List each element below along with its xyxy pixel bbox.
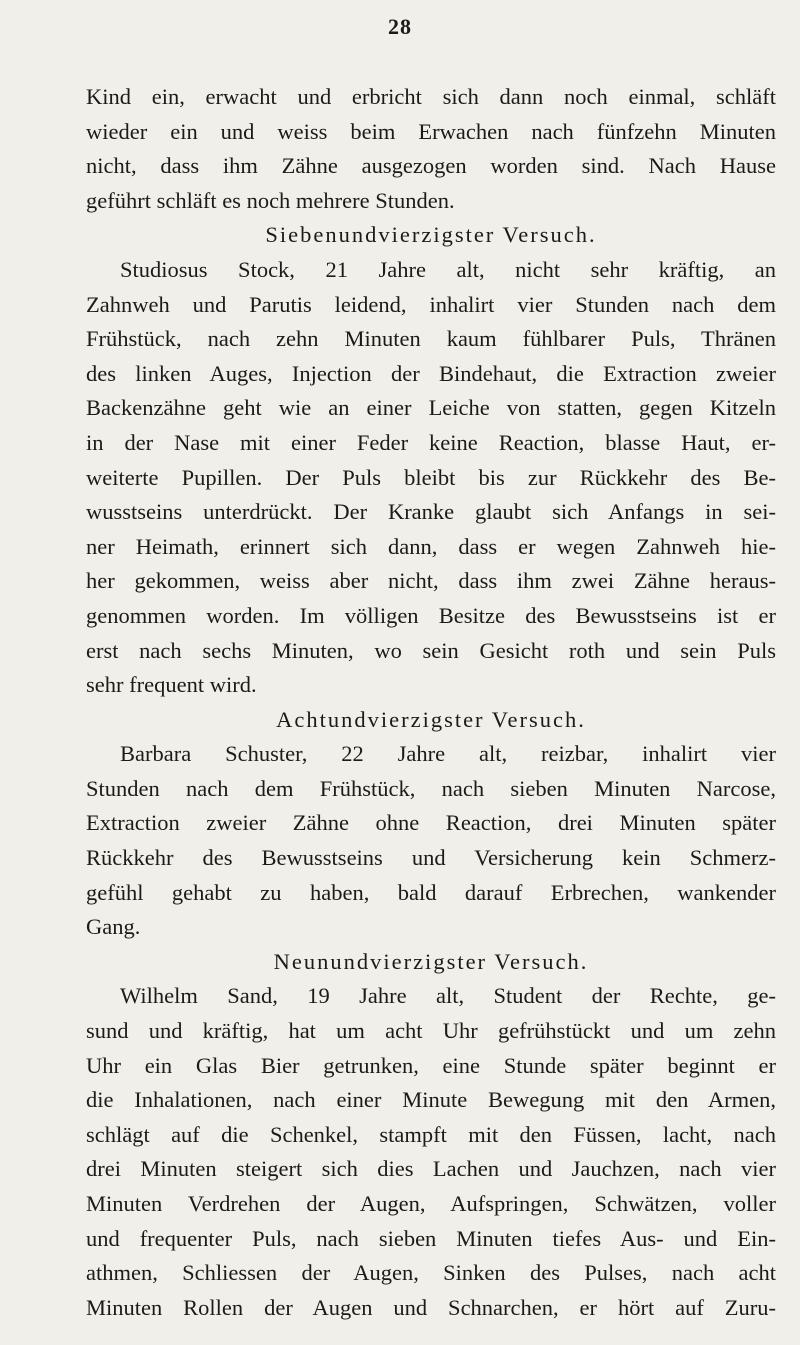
text-line: geführt schläft es noch mehrere Stunden. xyxy=(86,187,455,213)
text-line: Minuten Rollen der Augen und Schnarchen, er hört auf Zuru- xyxy=(86,1294,776,1320)
text-line: Frühstück, nach zehn Minuten kaum fühlbarer Puls, Thränen xyxy=(86,326,776,352)
text-line: Studiosus Stock, 21 Jahre alt, nicht sehr kräftig, an xyxy=(120,256,776,282)
text-line: erst nach sechs Minuten, wo sein Gesicht roth und sein Puls xyxy=(86,637,776,663)
text-line: Stunden nach dem Frühstück, nach sieben Minuten Narcose, xyxy=(86,775,776,801)
text-line: athmen, Schliessen der Augen, Sinken des Pulses, nach acht xyxy=(86,1260,776,1286)
text-line: genommen worden. Im völligen Besitze des Bewusstseins ist er xyxy=(86,602,776,628)
text-line: her gekommen, weiss aber nicht, dass ihm zwei Zähne heraus- xyxy=(86,568,776,594)
text-line: sund und kräftig, hat um acht Uhr gefrühstückt und um zehn xyxy=(86,1018,776,1044)
text-line: schlägt auf die Schenkel, stampft mit den Füssen, lacht, nach xyxy=(86,1121,776,1147)
text-line: Backenzähne geht wie an einer Leiche von statten, gegen Kitzeln xyxy=(86,395,776,421)
text-line: Minuten Verdrehen der Augen, Aufspringen, Schwätzen, voller xyxy=(86,1191,776,1216)
text-line: drei Minuten steigert sich dies Lachen und Jauchzen, nach vier xyxy=(86,1156,776,1182)
text-line: und frequenter Puls, nach sieben Minuten tiefes Aus- und Ein- xyxy=(86,1225,776,1251)
text-line: Gang. xyxy=(86,914,141,940)
text-line: Kind ein, erwacht und erbricht sich dann noch einmal, schläft xyxy=(86,84,776,109)
page-number: 28 xyxy=(388,14,412,39)
text-line: Rückkehr des Bewusstseins und Versicherung kein Schmerz- xyxy=(86,845,776,871)
text-line: die Inhalationen, nach einer Minute Bewegung mit den Armen, xyxy=(86,1087,776,1113)
text-line: sehr frequent wird. xyxy=(86,672,257,698)
body-text xyxy=(86,80,776,1325)
section-heading: Achtundvierzigster Versuch. xyxy=(276,706,586,732)
text-line: wusstseins unterdrückt. Der Kranke glaubt sich Anfangs in sei- xyxy=(86,499,776,525)
text-line: Zahnweh und Parutis leidend, inhalirt vier Stunden nach dem xyxy=(86,291,776,317)
text-line: wieder ein und weiss beim Erwachen nach fünfzehn Minuten xyxy=(86,118,776,144)
text-line: nicht, dass ihm Zähne ausgezogen worden sind. Nach Hause xyxy=(86,153,776,179)
text-line: Extraction zweier Zähne ohne Reaction, drei Minuten später xyxy=(86,810,776,836)
text-line: Wilhelm Sand, 19 Jahre alt, Student der Rechte, ge- xyxy=(120,983,776,1009)
text-line: gefühl gehabt zu haben, bald darauf Erbrechen, wankender xyxy=(86,879,776,905)
text-line: weiterte Pupillen. Der Puls bleibt bis zur Rückkehr des Be- xyxy=(86,464,776,490)
section-heading: Siebenundvierzigster Versuch. xyxy=(265,222,597,248)
section-heading: Neunundvierzigster Versuch. xyxy=(273,948,589,974)
text-line: ner Heimath, erinnert sich dann, dass er wegen Zahnweh hie- xyxy=(86,533,776,559)
text-line: in der Nase mit einer Feder keine Reaction, blasse Haut, er- xyxy=(86,429,776,455)
text-line: des linken Auges, Injection der Bindehaut, die Extraction zweier xyxy=(86,360,776,386)
text-line: Barbara Schuster, 22 Jahre alt, reizbar, inhalirt vier xyxy=(120,741,776,767)
text-line: Uhr ein Glas Bier getrunken, eine Stunde später beginnt er xyxy=(86,1052,776,1078)
